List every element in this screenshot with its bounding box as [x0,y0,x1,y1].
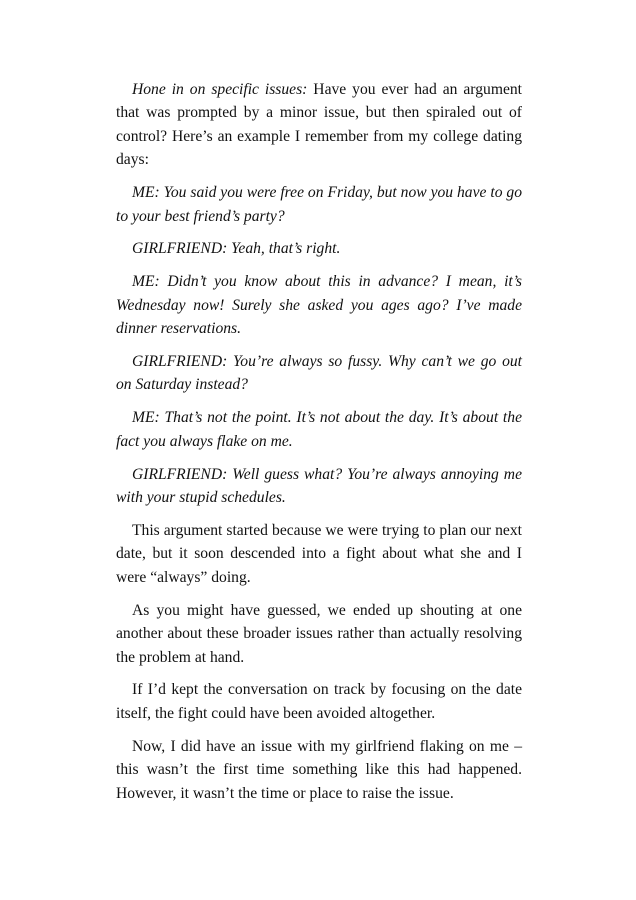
book-page [116,78,522,814]
intro-paragraph [116,78,522,172]
dialogue-line: ME: That’s not the point. It’s not about the day. It’s about the fact you always flake on me. [116,409,522,450]
dialogue-line: GIRLFRIEND: You’re always so fussy. Why can’t we go out on Saturday instead? [116,353,522,394]
body-paragraph: As you might have guessed, we ended up shouting at one another about these broader issues rather than actually resolving the problem at hand. [116,601,522,666]
intro-text: Have you ever had an argument that was prompted by a minor issue, but then spiraled out of control? Here’s an example I remember from my college dating days: [116,81,522,169]
body-paragraph: This argument started because we were trying to plan our next date, but it soon descended into a fight about what she and I were “always” doing. [116,522,522,586]
intro-lead: Hone in on specific issues: [132,81,308,98]
dialogue-line: ME: Didn’t you know about this in advance? I mean, it’s Wednesday now! Surely she asked you ages ago? I’ve made dinner reservations. [116,273,522,338]
body-paragraph: If I’d kept the conversation on track by focusing on the date itself, the fight could have been avoided altogether. [116,681,522,722]
body-paragraph: Now, I did have an issue with my girlfriend flaking on me – this wasn’t the first time something like this had happened. However, it wasn’t the time or place to raise the issue. [116,737,522,802]
dialogue-line: GIRLFRIEND: Yeah, that’s right. [132,240,341,258]
dialogue-line: GIRLFRIEND: Well guess what? You’re always annoying me with your stupid schedules. [116,465,522,507]
dialogue-line: ME: You said you were free on Friday, but now you have to go to your best friend’s party? [116,184,522,225]
